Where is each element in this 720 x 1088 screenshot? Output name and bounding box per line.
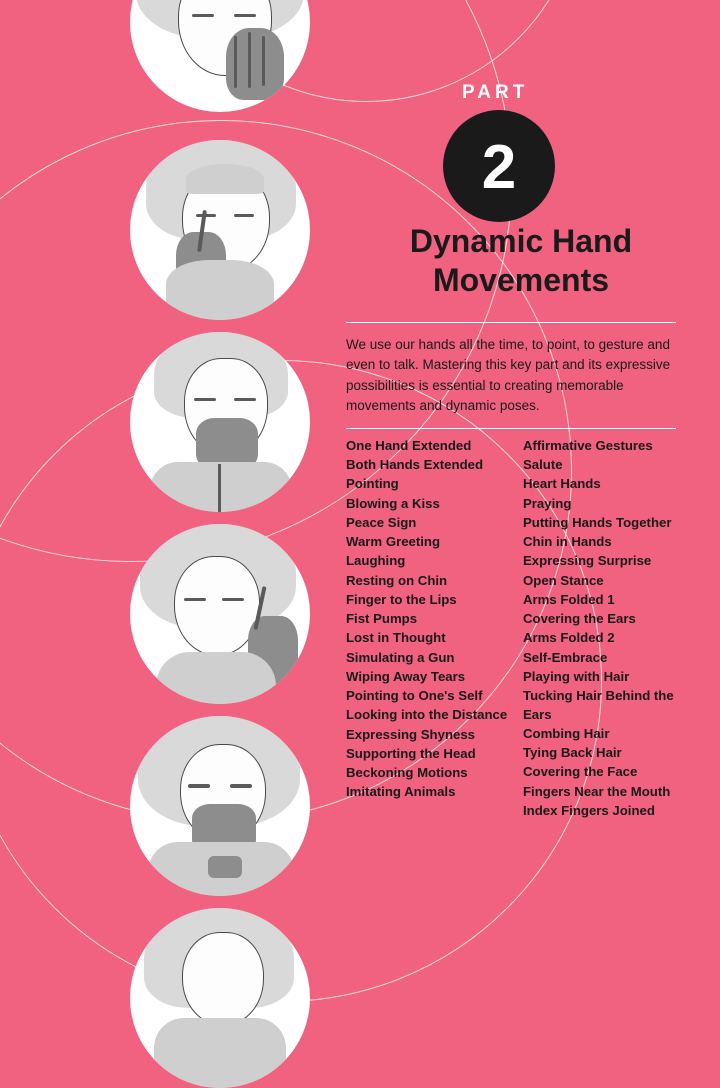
- list-item[interactable]: Chin in Hands: [523, 534, 612, 550]
- illustration-girl-partial-bottom: [130, 908, 310, 1088]
- illustration-girl-hands-over-mouth: [130, 716, 310, 896]
- list-item-text: Tucking Hair Behind the Ears: [523, 688, 674, 722]
- list-item[interactable]: Fist Pumps: [346, 611, 418, 627]
- list-item[interactable]: Affirmative Gestures: [523, 438, 653, 453]
- list-item[interactable]: Expressing Surprise: [523, 553, 652, 569]
- list-item[interactable]: Praying: [523, 495, 572, 511]
- list-item[interactable]: Warm Greeting: [346, 534, 441, 550]
- list-item[interactable]: Putting Hands Together: [523, 514, 672, 530]
- list-item[interactable]: [523, 687, 686, 724]
- list-item[interactable]: Imitating Animals: [346, 784, 456, 800]
- list-item[interactable]: Both Hands Extended: [346, 457, 484, 473]
- illustration-girl-winking-pointing: [130, 524, 310, 704]
- part-number: 2: [481, 133, 517, 202]
- list-item[interactable]: Fingers Near the Mouth: [523, 783, 671, 799]
- list-item[interactable]: Wiping Away Tears: [346, 668, 466, 684]
- list-item[interactable]: Salute: [523, 457, 563, 473]
- list-item[interactable]: Heart Hands: [523, 476, 601, 492]
- list-item[interactable]: Laughing: [346, 553, 406, 569]
- list-item[interactable]: Combing Hair: [523, 726, 610, 742]
- list-item[interactable]: Index Fingers Joined: [523, 802, 655, 818]
- list-item[interactable]: Peace Sign: [346, 514, 417, 530]
- toc-column-right: [523, 437, 686, 821]
- illustration-girl-finger-to-lips: [130, 140, 310, 320]
- list-item-text: Looking into the Distance: [346, 707, 508, 723]
- list-item[interactable]: Supporting the Head: [346, 745, 476, 761]
- list-item[interactable]: Simulating a Gun: [346, 649, 455, 665]
- list-item[interactable]: Pointing to One's Self: [346, 688, 483, 704]
- list-item[interactable]: [346, 706, 509, 725]
- list-item[interactable]: Covering the Ears: [523, 611, 636, 627]
- intro-block: [346, 322, 676, 429]
- list-item[interactable]: Arms Folded 2: [523, 630, 615, 646]
- list-item[interactable]: Tying Back Hair: [523, 745, 622, 761]
- list-item[interactable]: Expressing Shyness: [346, 726, 476, 742]
- list-item[interactable]: Lost in Thought: [346, 630, 446, 646]
- list-item[interactable]: Arms Folded 1: [523, 591, 615, 607]
- divider-bottom: [346, 428, 676, 429]
- list-item[interactable]: Covering the Face: [523, 764, 638, 780]
- page-title: Dynamic Hand Movements: [409, 223, 633, 299]
- list-item[interactable]: Playing with Hair: [523, 668, 630, 684]
- list-item[interactable]: Open Stance: [523, 572, 604, 588]
- list-item[interactable]: Self-Embrace: [523, 649, 608, 665]
- intro-paragraph: We use our hands all the time, to point, to gesture and even to talk. Mastering this key part and its expressive possibilities is essential to creating memorable movements and dynamic poses.: [346, 337, 671, 413]
- list-item[interactable]: One Hand Extended: [346, 438, 472, 453]
- toc-column-left: [346, 437, 509, 821]
- list-item[interactable]: Blowing a Kiss: [346, 495, 440, 511]
- list-item[interactable]: Pointing: [346, 476, 399, 492]
- part-number-badge: [443, 110, 555, 222]
- list-item[interactable]: Finger to the Lips: [346, 591, 457, 607]
- table-of-contents: [346, 437, 686, 821]
- list-item[interactable]: Resting on Chin: [346, 572, 448, 588]
- illustration-girl-hand-near-face: [130, 0, 310, 112]
- list-item[interactable]: Beckoning Motions: [346, 764, 468, 780]
- illustration-boy-covering-mouth: [130, 332, 310, 512]
- part-label: PART: [462, 82, 529, 103]
